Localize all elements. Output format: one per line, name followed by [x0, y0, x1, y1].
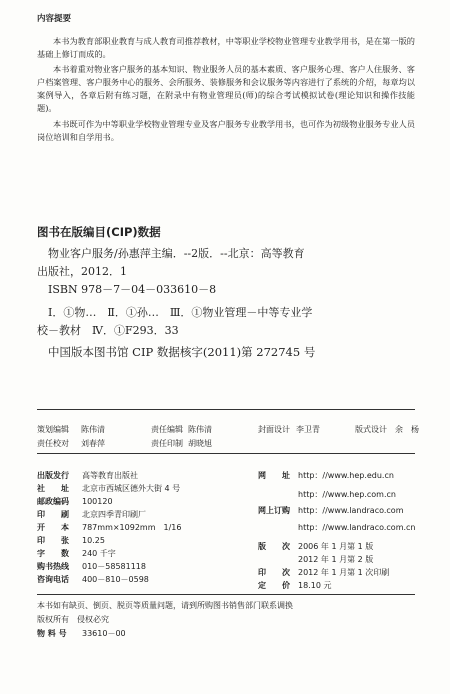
- price-label: 定 价: [258, 581, 290, 590]
- cover-design-name: 李卫青: [296, 425, 320, 434]
- proofreader-label: 责任校对: [37, 439, 69, 448]
- plan-editor-name: 陈伟清: [81, 425, 105, 434]
- item-number-value: 33610－00: [82, 629, 126, 638]
- cip-heading: 图书在版编目(CIP)数据: [37, 225, 161, 239]
- address-label: 社 址: [37, 484, 69, 493]
- word-count-label: 字 数: [37, 549, 69, 558]
- print-manager-label: 责任印制: [151, 439, 183, 448]
- plan-editor-label: 策划编辑: [37, 425, 69, 434]
- cip-line-4: Ⅰ．①物… Ⅱ．①孙… Ⅲ．①物业管理－中等专业学: [48, 306, 313, 319]
- summary-paragraph-3: 本书既可作为中等职业学校物业管理专业及客户服务专业教学用书，也可作为初级物业服务专业人员岗位培训和自学用书。: [37, 119, 415, 142]
- edition-value-1: 2006 年 1 月第 1 版: [298, 542, 374, 551]
- summary-title: 内容提要: [37, 14, 72, 24]
- editor-name: 陈伟清: [188, 425, 212, 434]
- divider-top: [37, 409, 415, 410]
- proofreader-name: 刘春萍: [81, 439, 105, 448]
- postcode-value: 100120: [82, 497, 113, 506]
- website-value-2[interactable]: http：//www.hep.com.cn: [298, 490, 396, 499]
- word-count-value: 240 千字: [82, 549, 116, 558]
- address-value: 北京市西城区德外大街 4 号: [82, 484, 181, 493]
- print-manager-name: 胡晓旭: [188, 439, 212, 448]
- publisher-value: 高等教育出版社: [82, 471, 138, 480]
- editor-label: 责任编辑: [151, 425, 183, 434]
- rights-notice: 版权所有 侵权必究: [37, 615, 109, 624]
- edition-value-2: 2012 年 1 月第 2 版: [298, 555, 374, 564]
- printing-value: 2012 年 1 月第 1 次印刷: [298, 568, 390, 577]
- online-order-value-1[interactable]: http：//www.landraco.com: [298, 506, 404, 515]
- cover-design-label: 封面设计: [258, 425, 290, 434]
- printer-label: 印 刷: [37, 510, 69, 519]
- cip-line-1: 物业客户服务/孙惠萍主编．--2版．--北京：高等教育: [48, 247, 305, 260]
- printing-label: 印 次: [258, 568, 290, 577]
- divider-bottom: [37, 594, 415, 595]
- sheets-label: 印 张: [37, 536, 69, 545]
- quality-notice: 本书如有缺页、倒页、脱页等质量问题，请到所购图书销售部门联系调换: [37, 601, 293, 610]
- publisher-label: 出版发行: [37, 471, 69, 480]
- printer-value: 北京四季青印刷厂: [82, 510, 146, 519]
- website-label: 网 址: [258, 471, 290, 480]
- divider-credits: [37, 453, 415, 454]
- sheets-value: 10.25: [82, 536, 105, 545]
- online-order-value-2[interactable]: http：//www.landraco.com.cn: [298, 523, 416, 532]
- cip-isbn: ISBN 978－7－04－033610－8: [48, 283, 217, 296]
- format-value: 787mm×1092mm 1/16: [82, 523, 182, 532]
- cip-line-2: 出版社，2012．1: [37, 265, 127, 278]
- cip-archive-number: 中国版本图书馆 CIP 数据核字(2011)第 272745 号: [48, 345, 316, 359]
- order-hotline-label: 购书热线: [37, 562, 69, 571]
- summary-paragraph-2: 本书着重对物业客户服务的基本知识、物业服务人员的基本素质、客户服务心理、客户人住服务、客户档案管理、客户服务中心的服务、会所服务、装修服务和会议服务等内容进行了系统的介绍，每章均以案例导入，各章后附有练习题，在附录中有物业管理员(师)的综合考试模拟试卷(理论知识和操作技能题)。: [37, 64, 415, 113]
- online-order-label: 网上订购: [258, 506, 290, 515]
- edition-label: 版 次: [258, 542, 290, 551]
- summary-paragraph-1: 本书为教育部职业教育与成人教育司推荐教材，中等职业学校物业管理专业教学用书，是在第一版的基础上修订而成的。: [37, 36, 415, 59]
- postcode-label: 邮政编码: [37, 497, 69, 506]
- cip-line-5: 校－教材 Ⅳ．①F293．33: [37, 324, 179, 337]
- consult-phone-value: 400－810－0598: [82, 575, 149, 584]
- format-label: 开 本: [37, 523, 69, 532]
- layout-design-name: 余 杨: [395, 425, 419, 434]
- consult-phone-label: 咨询电话: [37, 575, 69, 584]
- order-hotline-value: 010－58581118: [82, 562, 146, 571]
- website-value-1[interactable]: http：//www.hep.edu.cn: [298, 471, 394, 480]
- item-number-label: 物 料 号: [37, 629, 67, 638]
- layout-design-label: 版式设计: [355, 425, 387, 434]
- price-value: 18.10 元: [298, 581, 332, 590]
